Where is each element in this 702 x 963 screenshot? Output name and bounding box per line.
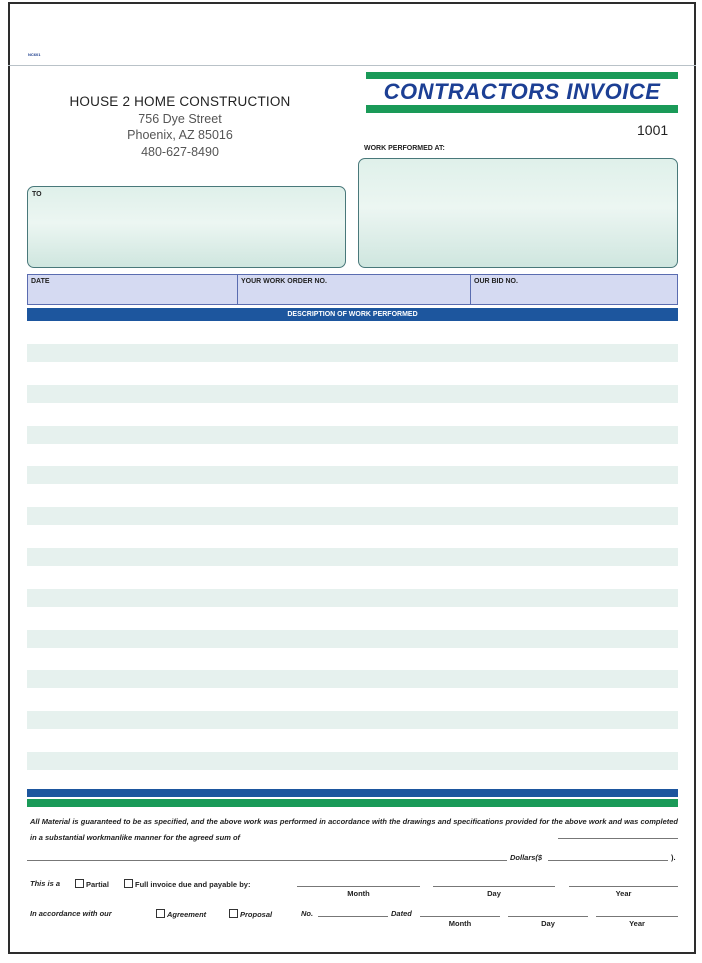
description-line[interactable] bbox=[27, 344, 678, 362]
proposal-checkbox[interactable] bbox=[229, 909, 238, 918]
to-field[interactable] bbox=[27, 186, 346, 268]
partial-label: Partial bbox=[86, 880, 109, 889]
description-header: DESCRIPTION OF WORK PERFORMED bbox=[27, 308, 678, 321]
company-phone: 480-627-8490 bbox=[141, 145, 219, 159]
dated-day-caption: Day bbox=[541, 919, 555, 928]
agreement-option[interactable] bbox=[156, 909, 206, 919]
dated-label: Dated bbox=[391, 909, 412, 918]
due-month-line[interactable] bbox=[297, 886, 420, 887]
company-street: 756 Dye Street bbox=[138, 112, 222, 126]
invoice-number: 1001 bbox=[637, 122, 669, 138]
terms-text: All Material is guaranteed to be as specified, and the above work was performed in accordance with the drawings and specifications provided for the above work and was completed in a substantial workmanlike manner for the agreed sum of bbox=[30, 817, 678, 842]
payment-prefix: This is a bbox=[30, 879, 61, 888]
description-line[interactable] bbox=[27, 630, 678, 648]
description-line[interactable] bbox=[27, 507, 678, 525]
invoice-title: CONTRACTORS INVOICE bbox=[383, 79, 661, 104]
full-label: Full invoice due and payable by: bbox=[135, 880, 251, 889]
full-option[interactable] bbox=[124, 879, 250, 889]
dated-year-line[interactable] bbox=[596, 916, 678, 917]
dated-month-caption: Month bbox=[448, 919, 472, 928]
agreed-sum-line[interactable] bbox=[558, 838, 678, 839]
header-divider bbox=[8, 65, 696, 66]
due-month-caption: Month bbox=[347, 889, 370, 898]
order-info-row bbox=[27, 274, 678, 305]
full-checkbox[interactable] bbox=[124, 879, 133, 888]
work-order-label: YOUR WORK ORDER NO. bbox=[241, 278, 327, 285]
date-label: DATE bbox=[31, 278, 50, 285]
amount-words-line[interactable] bbox=[27, 860, 507, 861]
date-field[interactable] bbox=[28, 275, 238, 304]
number-line[interactable] bbox=[318, 916, 388, 917]
footer-green-bar bbox=[27, 799, 678, 807]
work-performed-at-label: WORK PERFORMED AT: bbox=[364, 145, 445, 152]
due-year-caption: Year bbox=[615, 889, 632, 898]
agreement-checkbox[interactable] bbox=[156, 909, 165, 918]
dollars-label: Dollars($ bbox=[510, 853, 543, 862]
proposal-option[interactable] bbox=[229, 909, 272, 919]
title-green-bar-top bbox=[366, 72, 678, 79]
proposal-label: Proposal bbox=[240, 910, 273, 919]
agreement-label: Agreement bbox=[167, 910, 207, 919]
bid-number-label: OUR BID NO. bbox=[474, 278, 518, 285]
dollars-close: ). bbox=[671, 853, 676, 862]
work-order-field[interactable] bbox=[238, 275, 471, 304]
due-day-caption: Day bbox=[487, 889, 501, 898]
bid-number-field[interactable] bbox=[471, 275, 677, 304]
number-label: No. bbox=[301, 909, 314, 918]
description-line[interactable] bbox=[27, 385, 678, 403]
dollars-amount-line[interactable] bbox=[548, 860, 668, 861]
title-green-bar-bottom bbox=[366, 105, 678, 113]
due-day-line[interactable] bbox=[433, 886, 555, 887]
description-lines[interactable] bbox=[27, 344, 678, 793]
work-performed-at-field[interactable] bbox=[358, 158, 678, 268]
to-label: TO bbox=[32, 191, 42, 198]
description-line[interactable] bbox=[27, 752, 678, 770]
footer-blue-bar bbox=[27, 789, 678, 797]
dated-month-line[interactable] bbox=[420, 916, 500, 917]
partial-option[interactable] bbox=[75, 879, 109, 889]
description-line[interactable] bbox=[27, 711, 678, 729]
partial-checkbox[interactable] bbox=[75, 879, 84, 888]
description-line[interactable] bbox=[27, 426, 678, 444]
dated-day-line[interactable] bbox=[508, 916, 588, 917]
description-line[interactable] bbox=[27, 466, 678, 484]
dated-year-caption: Year bbox=[629, 919, 645, 928]
description-line[interactable] bbox=[27, 589, 678, 607]
due-year-line[interactable] bbox=[569, 886, 678, 887]
accordance-prefix: In accordance with our bbox=[30, 909, 112, 918]
company-name: HOUSE 2 HOME CONSTRUCTION bbox=[69, 94, 291, 109]
company-city: Phoenix, AZ 85016 bbox=[127, 128, 233, 142]
form-code: NC601 bbox=[28, 52, 41, 57]
description-line[interactable] bbox=[27, 548, 678, 566]
description-line[interactable] bbox=[27, 670, 678, 688]
